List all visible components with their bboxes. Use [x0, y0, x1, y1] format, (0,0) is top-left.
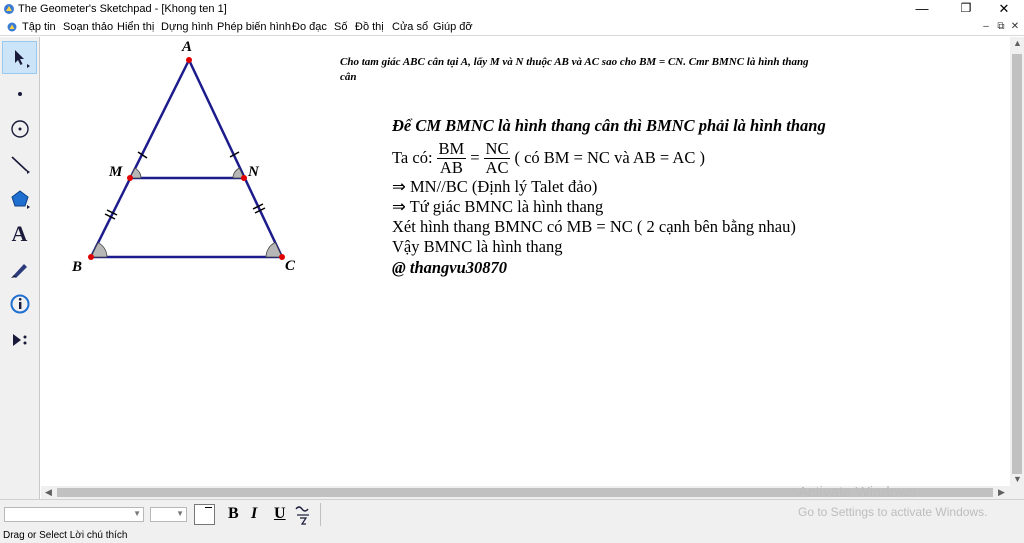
sketchpad-app-icon [3, 3, 15, 15]
menu-number[interactable]: Số [334, 21, 348, 33]
label-b[interactable]: B [72, 259, 83, 275]
activate-windows-title: Activate Windows [798, 484, 917, 501]
status-bar [0, 529, 1024, 543]
document-minimize-button[interactable]: – [983, 21, 989, 32]
problem-statement[interactable]: Cho tam giác ABC cân tại A, lấy M và N thuộc AB và AC sao cho BM = CN. Cmr BMNC là hình thang cân [340, 56, 809, 83]
compass-tool[interactable] [2, 112, 37, 145]
text-format-bar [0, 484, 1024, 529]
segment-ab[interactable] [91, 60, 189, 257]
title-bar [0, 0, 1024, 19]
label-c[interactable]: C [285, 258, 296, 274]
color-swatch [205, 507, 212, 508]
marker-tool-icon [9, 258, 31, 280]
information-tool[interactable] [2, 287, 37, 320]
scroll-up-icon[interactable]: ▲ [1013, 38, 1022, 48]
polygon-tool[interactable] [2, 182, 37, 215]
arrow-select-tool[interactable] [2, 41, 37, 74]
figure-segments [91, 60, 282, 257]
scrollbar-corner [1010, 486, 1024, 499]
fraction-denominator: AC [485, 157, 509, 177]
ta-co-label: Ta có: [392, 148, 433, 167]
isosceles-trapezoid-figure [41, 37, 341, 287]
point-n[interactable] [241, 175, 247, 181]
scroll-down-icon[interactable]: ▼ [1013, 474, 1022, 484]
menu-graph[interactable]: Đồ thị [355, 21, 384, 33]
activate-windows-subtitle: Go to Settings to activate Windows. [798, 505, 988, 519]
menu-file[interactable]: Tập tin [22, 21, 56, 33]
proportion-reason: ( có BM = NC và AB = AC ) [514, 148, 705, 167]
document-close-button[interactable]: ✕ [1010, 21, 1020, 32]
document-icon[interactable] [7, 22, 17, 32]
point-b[interactable] [88, 254, 94, 260]
menu-construct[interactable]: Dựng hình [161, 21, 214, 33]
proof-step-1: ⇒ MN//BC (Định lý Talet đảo) [392, 177, 598, 196]
scroll-right-icon[interactable]: ▶ [998, 487, 1005, 497]
menu-bar [0, 19, 1024, 36]
vertical-scrollbar[interactable] [1010, 37, 1024, 486]
label-n[interactable]: N [248, 164, 259, 180]
information-tool-icon [9, 293, 31, 315]
text-color-button[interactable] [194, 504, 215, 525]
chevron-down-icon: ▼ [176, 509, 184, 518]
straightedge-tool-icon [9, 153, 31, 175]
vertical-scroll-thumb[interactable] [1012, 54, 1022, 474]
close-button[interactable]: ✕ [998, 1, 1010, 16]
menu-transform[interactable]: Phép biến hình [217, 21, 292, 33]
restore-button[interactable]: ❐ [960, 1, 972, 15]
point-tool-icon [9, 83, 31, 105]
menu-help[interactable]: Giúp đỡ [433, 21, 473, 33]
point-tool[interactable] [2, 77, 37, 110]
compass-tool-icon [9, 118, 31, 140]
menu-edit[interactable]: Soạn thảo [63, 21, 114, 33]
equals-sign: = [470, 148, 480, 167]
document-restore-button[interactable]: ⧉ [997, 21, 1005, 32]
underline-button[interactable]: U [274, 505, 286, 522]
font-size-select[interactable] [150, 507, 187, 522]
font-family-select[interactable] [4, 507, 144, 522]
window-title: The Geometer's Sketchpad - [Khong ten 1] [18, 3, 227, 15]
label-m[interactable]: M [109, 164, 123, 180]
scroll-left-icon[interactable]: ◀ [45, 487, 52, 497]
proportion-line [392, 139, 862, 177]
sketch-canvas[interactable] [41, 37, 1010, 486]
bold-button[interactable]: B [228, 505, 239, 522]
author-signature: @ thangvu30870 [392, 258, 508, 277]
point-a[interactable] [186, 57, 192, 63]
chevron-down-icon: ▼ [133, 509, 141, 518]
label-a[interactable]: A [182, 39, 193, 55]
fraction-numerator: NC [485, 138, 509, 158]
custom-tool[interactable] [2, 323, 37, 356]
status-text: Drag or Select Lời chú thích [3, 530, 128, 541]
point-m[interactable] [127, 175, 133, 181]
minimize-button[interactable]: — [915, 1, 929, 16]
menu-measure[interactable]: Đo đạc [292, 21, 327, 33]
custom-tool-icon [9, 329, 31, 351]
marker-tool[interactable] [2, 252, 37, 285]
toolbox [0, 37, 40, 499]
text-tool[interactable] [2, 217, 37, 250]
straightedge-tool[interactable] [2, 147, 37, 180]
text-tool-icon: A [11, 220, 28, 246]
menu-display[interactable]: Hiển thị [117, 21, 155, 33]
proof-heading: Để CM BMNC là hình thang cân thì BMNC phải là hình thang [392, 116, 826, 135]
polygon-tool-icon [9, 188, 31, 210]
fraction-bm-ab [437, 140, 467, 177]
fraction-numerator: BM [438, 138, 465, 158]
math-format-icon[interactable] [294, 504, 312, 526]
toolbar-divider [320, 503, 321, 526]
proof-step-4: Vậy BMNC là hình thang [392, 237, 563, 256]
fraction-nc-ac [484, 140, 511, 177]
proof-step-3: Xét hình thang BMNC có MB = NC ( 2 cạnh bên bằng nhau) [392, 217, 796, 236]
menu-window[interactable]: Cửa sổ [392, 21, 429, 33]
proof-caption[interactable] [392, 115, 862, 279]
arrow-select-tool-icon [9, 47, 31, 69]
fraction-denominator: AB [439, 157, 463, 177]
segment-ac[interactable] [189, 60, 282, 257]
proof-step-2: ⇒ Tứ giác BMNC là hình thang [392, 197, 604, 216]
italic-button[interactable]: I [251, 505, 258, 522]
